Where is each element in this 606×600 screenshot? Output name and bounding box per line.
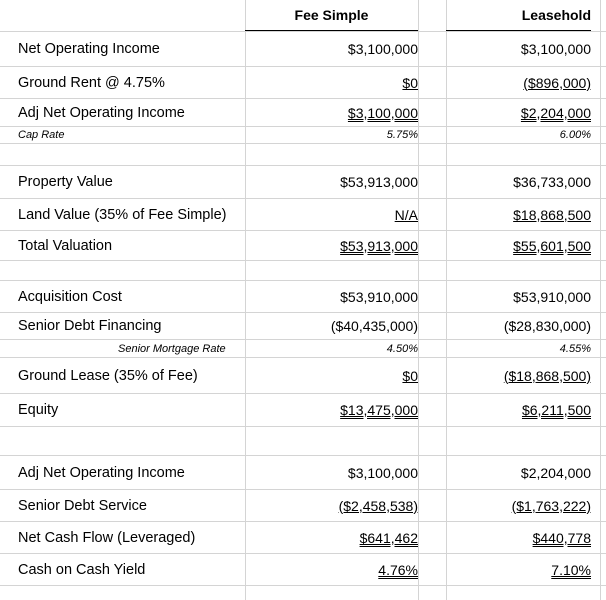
fee-simple-value: 4.76%: [378, 561, 418, 578]
row-label: Acquisition Cost: [18, 288, 122, 305]
fee-simple-value: $53,913,000: [340, 237, 418, 254]
row-label: Land Value (35% of Fee Simple): [18, 206, 227, 223]
row-label: Cash on Cash Yield: [18, 561, 146, 578]
leasehold-value: 4.55%: [559, 342, 591, 355]
row-label: Senior Mortgage Rate: [118, 342, 226, 355]
senior-debt-row: [0, 313, 606, 340]
fee-simple-value: N/A: [394, 206, 418, 223]
row-label: Total Valuation: [18, 237, 113, 254]
coc-yield-row: [0, 554, 606, 586]
leasehold-value: $2,204,000: [520, 464, 591, 481]
land-value-row: [0, 199, 606, 231]
leasehold-value: ($28,830,000): [503, 318, 591, 334]
ground-rent-row: [0, 67, 606, 99]
net-cash-flow-row: [0, 522, 606, 554]
debt-service-row: [0, 490, 606, 522]
fee-simple-header: Fee Simple: [245, 0, 418, 31]
total-valuation-row: [0, 231, 606, 261]
leasehold-header: Leasehold: [446, 0, 591, 31]
leasehold-value: $440,778: [532, 529, 591, 546]
leasehold-value: $2,204,000: [520, 104, 591, 121]
noi-row: [0, 32, 606, 67]
row-label: Equity: [18, 402, 59, 418]
leasehold-value: 7.10%: [551, 561, 591, 578]
ground-lease-row: [0, 358, 606, 394]
fee-simple-value: 4.50%: [386, 342, 418, 355]
row-label: Adj Net Operating Income: [18, 464, 185, 481]
row-label: Senior Debt Financing: [18, 318, 162, 334]
leasehold-value: $53,910,000: [513, 288, 591, 305]
equity-row: [0, 394, 606, 427]
cap-rate-row: [0, 127, 606, 144]
leasehold-value: $18,868,500: [513, 206, 591, 223]
leasehold-value: ($896,000): [523, 74, 591, 91]
leasehold-value: $3,100,000: [520, 41, 591, 57]
empty-row: [0, 261, 606, 281]
property-value-row: [0, 166, 606, 199]
empty-row: [0, 427, 606, 456]
leasehold-value: ($18,868,500): [503, 367, 591, 384]
fee-simple-value: ($2,458,538): [338, 497, 418, 514]
row-label: Net Operating Income: [18, 41, 160, 57]
leasehold-value: $36,733,000: [513, 174, 591, 190]
fee-simple-value: $53,910,000: [340, 288, 418, 305]
fee-simple-value: 5.75%: [386, 129, 418, 141]
empty-row: [0, 144, 606, 166]
fee-simple-value: $3,100,000: [347, 104, 418, 121]
leasehold-value: 6.00%: [559, 129, 591, 141]
fee-simple-value: $641,462: [359, 529, 418, 546]
adj-noi-row: [0, 99, 606, 127]
header-row: [0, 0, 606, 32]
fee-simple-value: $3,100,000: [347, 41, 418, 57]
fee-simple-value: $53,913,000: [340, 174, 418, 190]
row-label: Net Cash Flow (Leveraged): [18, 529, 196, 546]
row-label: Ground Rent @ 4.75%: [18, 74, 165, 91]
row-label: Ground Lease (35% of Fee): [18, 367, 198, 384]
mortgage-rate-row: [0, 340, 606, 358]
adj-noi-row-2: [0, 456, 606, 490]
fee-simple-value: $0: [402, 367, 418, 384]
fee-simple-value: ($40,435,000): [330, 318, 418, 334]
leasehold-value: $55,601,500: [513, 237, 591, 254]
fee-simple-value: $3,100,000: [347, 464, 418, 481]
row-label: Senior Debt Service: [18, 497, 147, 514]
acquisition-cost-row: [0, 281, 606, 313]
row-label: Adj Net Operating Income: [18, 104, 185, 121]
leasehold-value: ($1,763,222): [511, 497, 591, 514]
row-label: Property Value: [18, 174, 113, 190]
fee-simple-value: $0: [402, 74, 418, 91]
fee-simple-value: $13,475,000: [340, 402, 418, 418]
leasehold-value: $6,211,500: [521, 402, 591, 418]
row-label: Cap Rate: [18, 129, 65, 141]
